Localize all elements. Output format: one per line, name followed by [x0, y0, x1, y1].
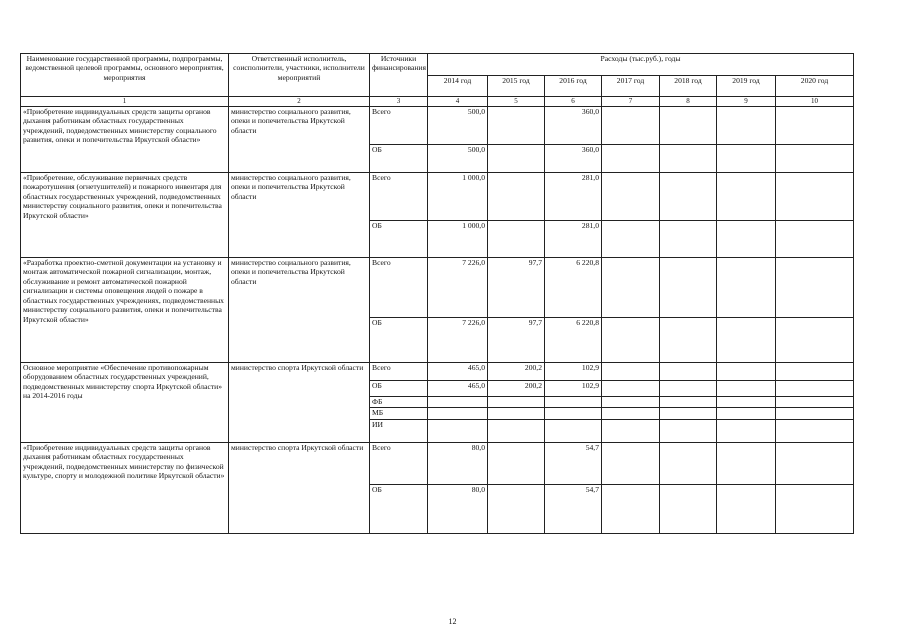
expense-cell — [602, 221, 660, 258]
column-number: 1 — [21, 97, 229, 107]
expense-cell — [717, 363, 776, 381]
expense-cell: 1 000,0 — [428, 173, 488, 221]
expense-cell — [776, 107, 854, 145]
expense-cell — [717, 318, 776, 363]
expense-cell: 1 000,0 — [428, 221, 488, 258]
expense-cell — [660, 363, 717, 381]
expense-cell — [488, 397, 545, 408]
header-expenses: Расходы (тыс.руб.), годы — [428, 54, 854, 76]
expense-cell: 102,9 — [545, 381, 602, 397]
expense-cell: 465,0 — [428, 381, 488, 397]
expense-cell: 80,0 — [428, 485, 488, 534]
expense-cell — [488, 173, 545, 221]
expense-cell — [776, 145, 854, 173]
expense-cell: 102,9 — [545, 363, 602, 381]
expense-cell — [776, 363, 854, 381]
expense-cell — [660, 173, 717, 221]
expense-cell — [717, 485, 776, 534]
expense-cell — [602, 318, 660, 363]
expense-cell: 281,0 — [545, 173, 602, 221]
expense-cell: 7 226,0 — [428, 258, 488, 318]
executor-name: министерство спорта Иркутской области — [229, 443, 370, 534]
activity-name: «Разработка проектно-сметной документации на установку и монтаж автоматической пожарной сигнализации, монтаж, обслуживание и ремонт автоматической пожарной сигнализации и системы оповещения людей о пожаре в областных государственных учреждениях, подведомственных министерству социального развития, опеки и попечительства Иркутской области» — [21, 258, 229, 363]
expense-cell: 6 220,8 — [545, 318, 602, 363]
funding-source: Всего — [370, 107, 428, 145]
expense-cell — [488, 145, 545, 173]
expense-cell: 360,0 — [545, 107, 602, 145]
activity-name: «Приобретение индивидуальных средств защиты органов дыхания работникам областных государственных учреждений, подведомственных министерству по физической культуре, спорту и молодежной политике Иркутской области» — [21, 443, 229, 534]
column-number: 3 — [370, 97, 428, 107]
expense-cell — [717, 107, 776, 145]
page-number: 12 — [448, 617, 457, 626]
expense-cell: 465,0 — [428, 363, 488, 381]
expense-cell — [717, 145, 776, 173]
expense-cell — [776, 173, 854, 221]
funding-source: ОБ — [370, 381, 428, 397]
expense-cell — [602, 485, 660, 534]
header-year: 2020 год — [776, 76, 854, 97]
column-number: 2 — [229, 97, 370, 107]
expense-cell: 6 220,8 — [545, 258, 602, 318]
expense-cell — [602, 107, 660, 145]
expense-cell — [776, 381, 854, 397]
header-year: 2016 год — [545, 76, 602, 97]
expense-cell — [717, 420, 776, 443]
expense-cell: 97,7 — [488, 318, 545, 363]
expense-cell — [776, 258, 854, 318]
expense-cell — [602, 420, 660, 443]
expense-cell — [717, 408, 776, 420]
expense-cell — [776, 408, 854, 420]
expense-cell — [660, 420, 717, 443]
expense-cell: 97,7 — [488, 258, 545, 318]
expense-cell — [428, 408, 488, 420]
funding-source: Всего — [370, 443, 428, 485]
executor-name: министерство спорта Иркутской области — [229, 363, 370, 443]
expense-cell — [488, 107, 545, 145]
expense-cell — [660, 221, 717, 258]
header-year: 2017 год — [602, 76, 660, 97]
expense-cell — [717, 173, 776, 221]
executor-name: министерство социального развития, опеки и попечительства Иркутской области — [229, 258, 370, 363]
table-row — [21, 173, 854, 221]
expense-cell — [660, 381, 717, 397]
table-body — [21, 107, 854, 534]
header-source: Источники финансирования — [370, 54, 428, 97]
funding-source: ОБ — [370, 318, 428, 363]
expense-cell: 7 226,0 — [428, 318, 488, 363]
column-number: 5 — [488, 97, 545, 107]
funding-source: ФБ — [370, 397, 428, 408]
expense-cell: 200,2 — [488, 381, 545, 397]
expense-cell — [602, 443, 660, 485]
table-row — [21, 258, 854, 318]
expense-cell — [428, 420, 488, 443]
expense-cell — [776, 443, 854, 485]
expense-cell — [488, 420, 545, 443]
expense-cell — [717, 443, 776, 485]
column-number: 4 — [428, 97, 488, 107]
table-row — [21, 107, 854, 145]
expense-cell: 54,7 — [545, 485, 602, 534]
header-name: Наименование государственной программы, подпрограммы, ведомственной целевой программы, основного мероприятия, мероприятия — [21, 54, 229, 97]
table-row — [21, 363, 854, 381]
funding-source: ОБ — [370, 145, 428, 173]
table-row — [21, 443, 854, 485]
expense-cell — [660, 443, 717, 485]
funding-source: ОБ — [370, 221, 428, 258]
activity-name: Основное мероприятие «Обеспечение противопожарным оборудованием областных государственных учреждений, подведомственных министерству спорта Иркутской области» на 2014-2016 годы — [21, 363, 229, 443]
executor-name: министерство социального развития, опеки и попечительства Иркутской области — [229, 107, 370, 173]
funding-source: Всего — [370, 363, 428, 381]
expense-cell — [428, 397, 488, 408]
funding-source: Всего — [370, 173, 428, 221]
expense-cell — [660, 485, 717, 534]
activity-name: «Приобретение, обслуживание первичных средств пожаротушения (огнетушителей) и пожарного инвентаря для областных государственных учреждений, подведомственных министерству социального развития, опеки и попечительства Иркутской области» — [21, 173, 229, 258]
header-year: 2014 год — [428, 76, 488, 97]
column-number: 6 — [545, 97, 602, 107]
table-header — [21, 54, 854, 107]
expense-cell — [602, 397, 660, 408]
expense-cell — [602, 408, 660, 420]
expense-cell — [602, 173, 660, 221]
header-year: 2015 год — [488, 76, 545, 97]
expense-cell — [488, 485, 545, 534]
header-executor: Ответственный исполнитель, соисполнители, участники, исполнители мероприятий — [229, 54, 370, 97]
activity-name: «Приобретение индивидуальных средств защиты органов дыхания работникам областных государственных учреждений, подведомственных министерству социального развития, опеки и попечительства Иркутской области» — [21, 107, 229, 173]
expense-cell — [660, 408, 717, 420]
column-number: 9 — [717, 97, 776, 107]
expense-cell — [717, 221, 776, 258]
expense-cell — [776, 221, 854, 258]
funding-source: МБ — [370, 408, 428, 420]
expense-cell: 500,0 — [428, 145, 488, 173]
expenses-table — [20, 53, 854, 534]
funding-source: Всего — [370, 258, 428, 318]
expense-cell — [545, 420, 602, 443]
expense-cell — [717, 397, 776, 408]
executor-name: министерство социального развития, опеки и попечительства Иркутской области — [229, 173, 370, 258]
column-number: 8 — [660, 97, 717, 107]
expense-cell — [488, 443, 545, 485]
expense-cell — [602, 381, 660, 397]
expense-cell: 281,0 — [545, 221, 602, 258]
expense-cell — [602, 363, 660, 381]
expense-cell — [545, 408, 602, 420]
expense-cell — [660, 397, 717, 408]
expense-cell — [660, 145, 717, 173]
funding-source: ОБ — [370, 485, 428, 534]
expense-cell — [660, 258, 717, 318]
expense-cell: 500,0 — [428, 107, 488, 145]
expense-cell — [717, 258, 776, 318]
column-number: 10 — [776, 97, 854, 107]
expense-cell — [545, 397, 602, 408]
expense-cell: 200,2 — [488, 363, 545, 381]
expense-cell — [488, 221, 545, 258]
expense-cell: 360,0 — [545, 145, 602, 173]
header-year: 2019 год — [717, 76, 776, 97]
expense-cell — [660, 107, 717, 145]
expense-cell — [602, 258, 660, 318]
expense-cell — [488, 408, 545, 420]
expense-cell — [660, 318, 717, 363]
expense-cell — [717, 381, 776, 397]
expense-cell — [776, 397, 854, 408]
funding-source: ИИ — [370, 420, 428, 443]
expense-cell: 54,7 — [545, 443, 602, 485]
expense-cell — [776, 420, 854, 443]
expense-cell — [602, 145, 660, 173]
expense-cell — [776, 485, 854, 534]
expense-cell — [776, 318, 854, 363]
header-year: 2018 год — [660, 76, 717, 97]
column-number: 7 — [602, 97, 660, 107]
expense-cell: 80,0 — [428, 443, 488, 485]
